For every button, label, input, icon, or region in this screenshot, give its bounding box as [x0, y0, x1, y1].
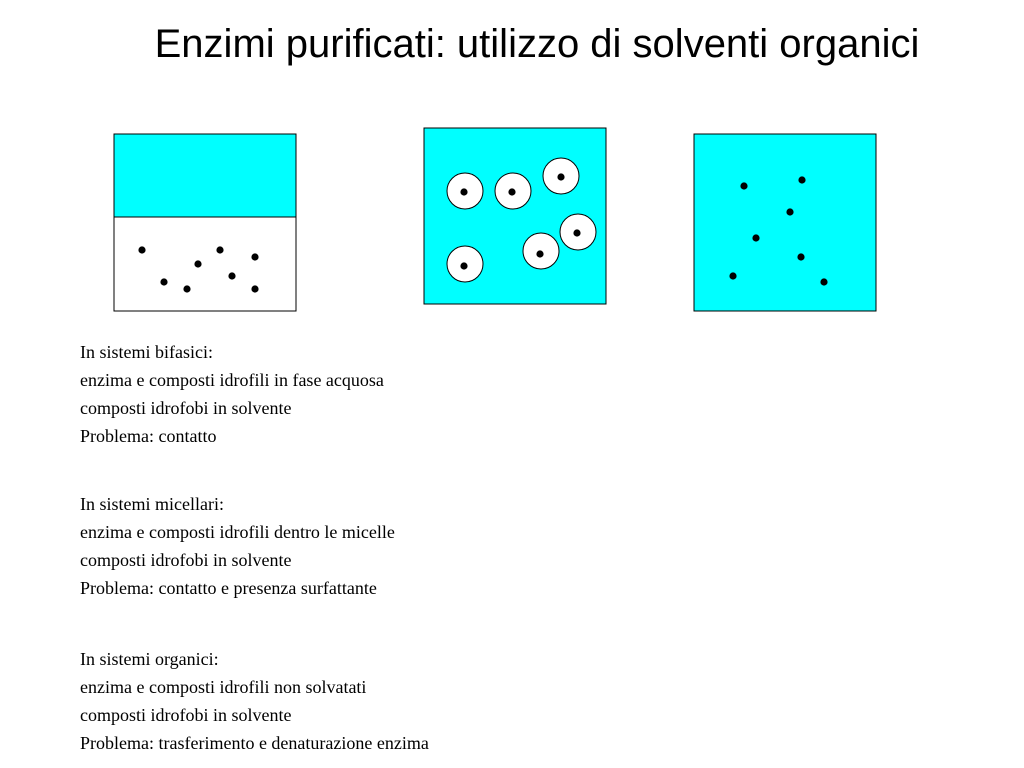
enzyme-dot	[216, 246, 223, 253]
enzyme-dot	[820, 278, 827, 285]
biphasic-description	[80, 338, 384, 450]
enzyme-dot	[786, 208, 793, 215]
systems-diagram	[0, 0, 1024, 330]
biphasic-line-2: composti idrofobi in solvente	[80, 398, 292, 418]
micellar-system-box	[424, 128, 606, 304]
micelle	[447, 173, 483, 209]
enzyme-dot	[508, 188, 515, 195]
enzyme-dot	[752, 234, 759, 241]
enzyme-dot	[183, 285, 190, 292]
enzyme-dot	[460, 262, 467, 269]
enzyme-dot	[160, 278, 167, 285]
slide-title-text: Enzimi purificati: utilizzo di solventi organici	[154, 22, 920, 66]
organic-heading: In sistemi organici:	[80, 649, 219, 669]
organic-phase	[114, 134, 296, 217]
micelle	[560, 214, 596, 250]
enzyme-dot	[251, 285, 258, 292]
biphasic-system-box	[114, 134, 296, 311]
enzyme-dot	[460, 188, 467, 195]
biphasic-heading: In sistemi bifasici:	[80, 342, 213, 362]
micellar-heading: In sistemi micellari:	[80, 494, 224, 514]
enzyme-dot	[729, 272, 736, 279]
biphasic-problem: Problema: contatto	[80, 426, 217, 446]
organic-line-2: composti idrofobi in solvente	[80, 705, 292, 725]
micellar-problem: Problema: contatto e presenza surfattante	[80, 578, 377, 598]
enzyme-dot	[138, 246, 145, 253]
enzyme-dot	[798, 176, 805, 183]
enzyme-dot	[557, 173, 564, 180]
micellar-line-2: composti idrofobi in solvente	[80, 550, 292, 570]
enzyme-dot	[536, 250, 543, 257]
organic-line-1: enzima e composti idrofili non solvatati	[80, 677, 367, 697]
micelle	[523, 233, 559, 269]
micelle	[495, 173, 531, 209]
enzyme-dot	[251, 253, 258, 260]
enzyme-dot	[194, 260, 201, 267]
enzyme-dot	[797, 253, 804, 260]
micelle	[447, 246, 483, 282]
organic-system-box	[694, 134, 876, 311]
enzyme-dot	[573, 229, 580, 236]
micelle	[543, 158, 579, 194]
biphasic-line-1: enzima e composti idrofili in fase acquosa	[80, 370, 384, 390]
enzyme-dot	[228, 272, 235, 279]
enzyme-dot	[740, 182, 747, 189]
organic-description	[80, 645, 429, 757]
organic-problem: Problema: trasferimento e denaturazione enzima	[80, 733, 429, 753]
micellar-description	[80, 490, 395, 602]
aqueous-phase	[114, 217, 296, 311]
organic-solvent	[694, 134, 876, 311]
micellar-line-1: enzima e composti idrofili dentro le micelle	[80, 522, 395, 542]
